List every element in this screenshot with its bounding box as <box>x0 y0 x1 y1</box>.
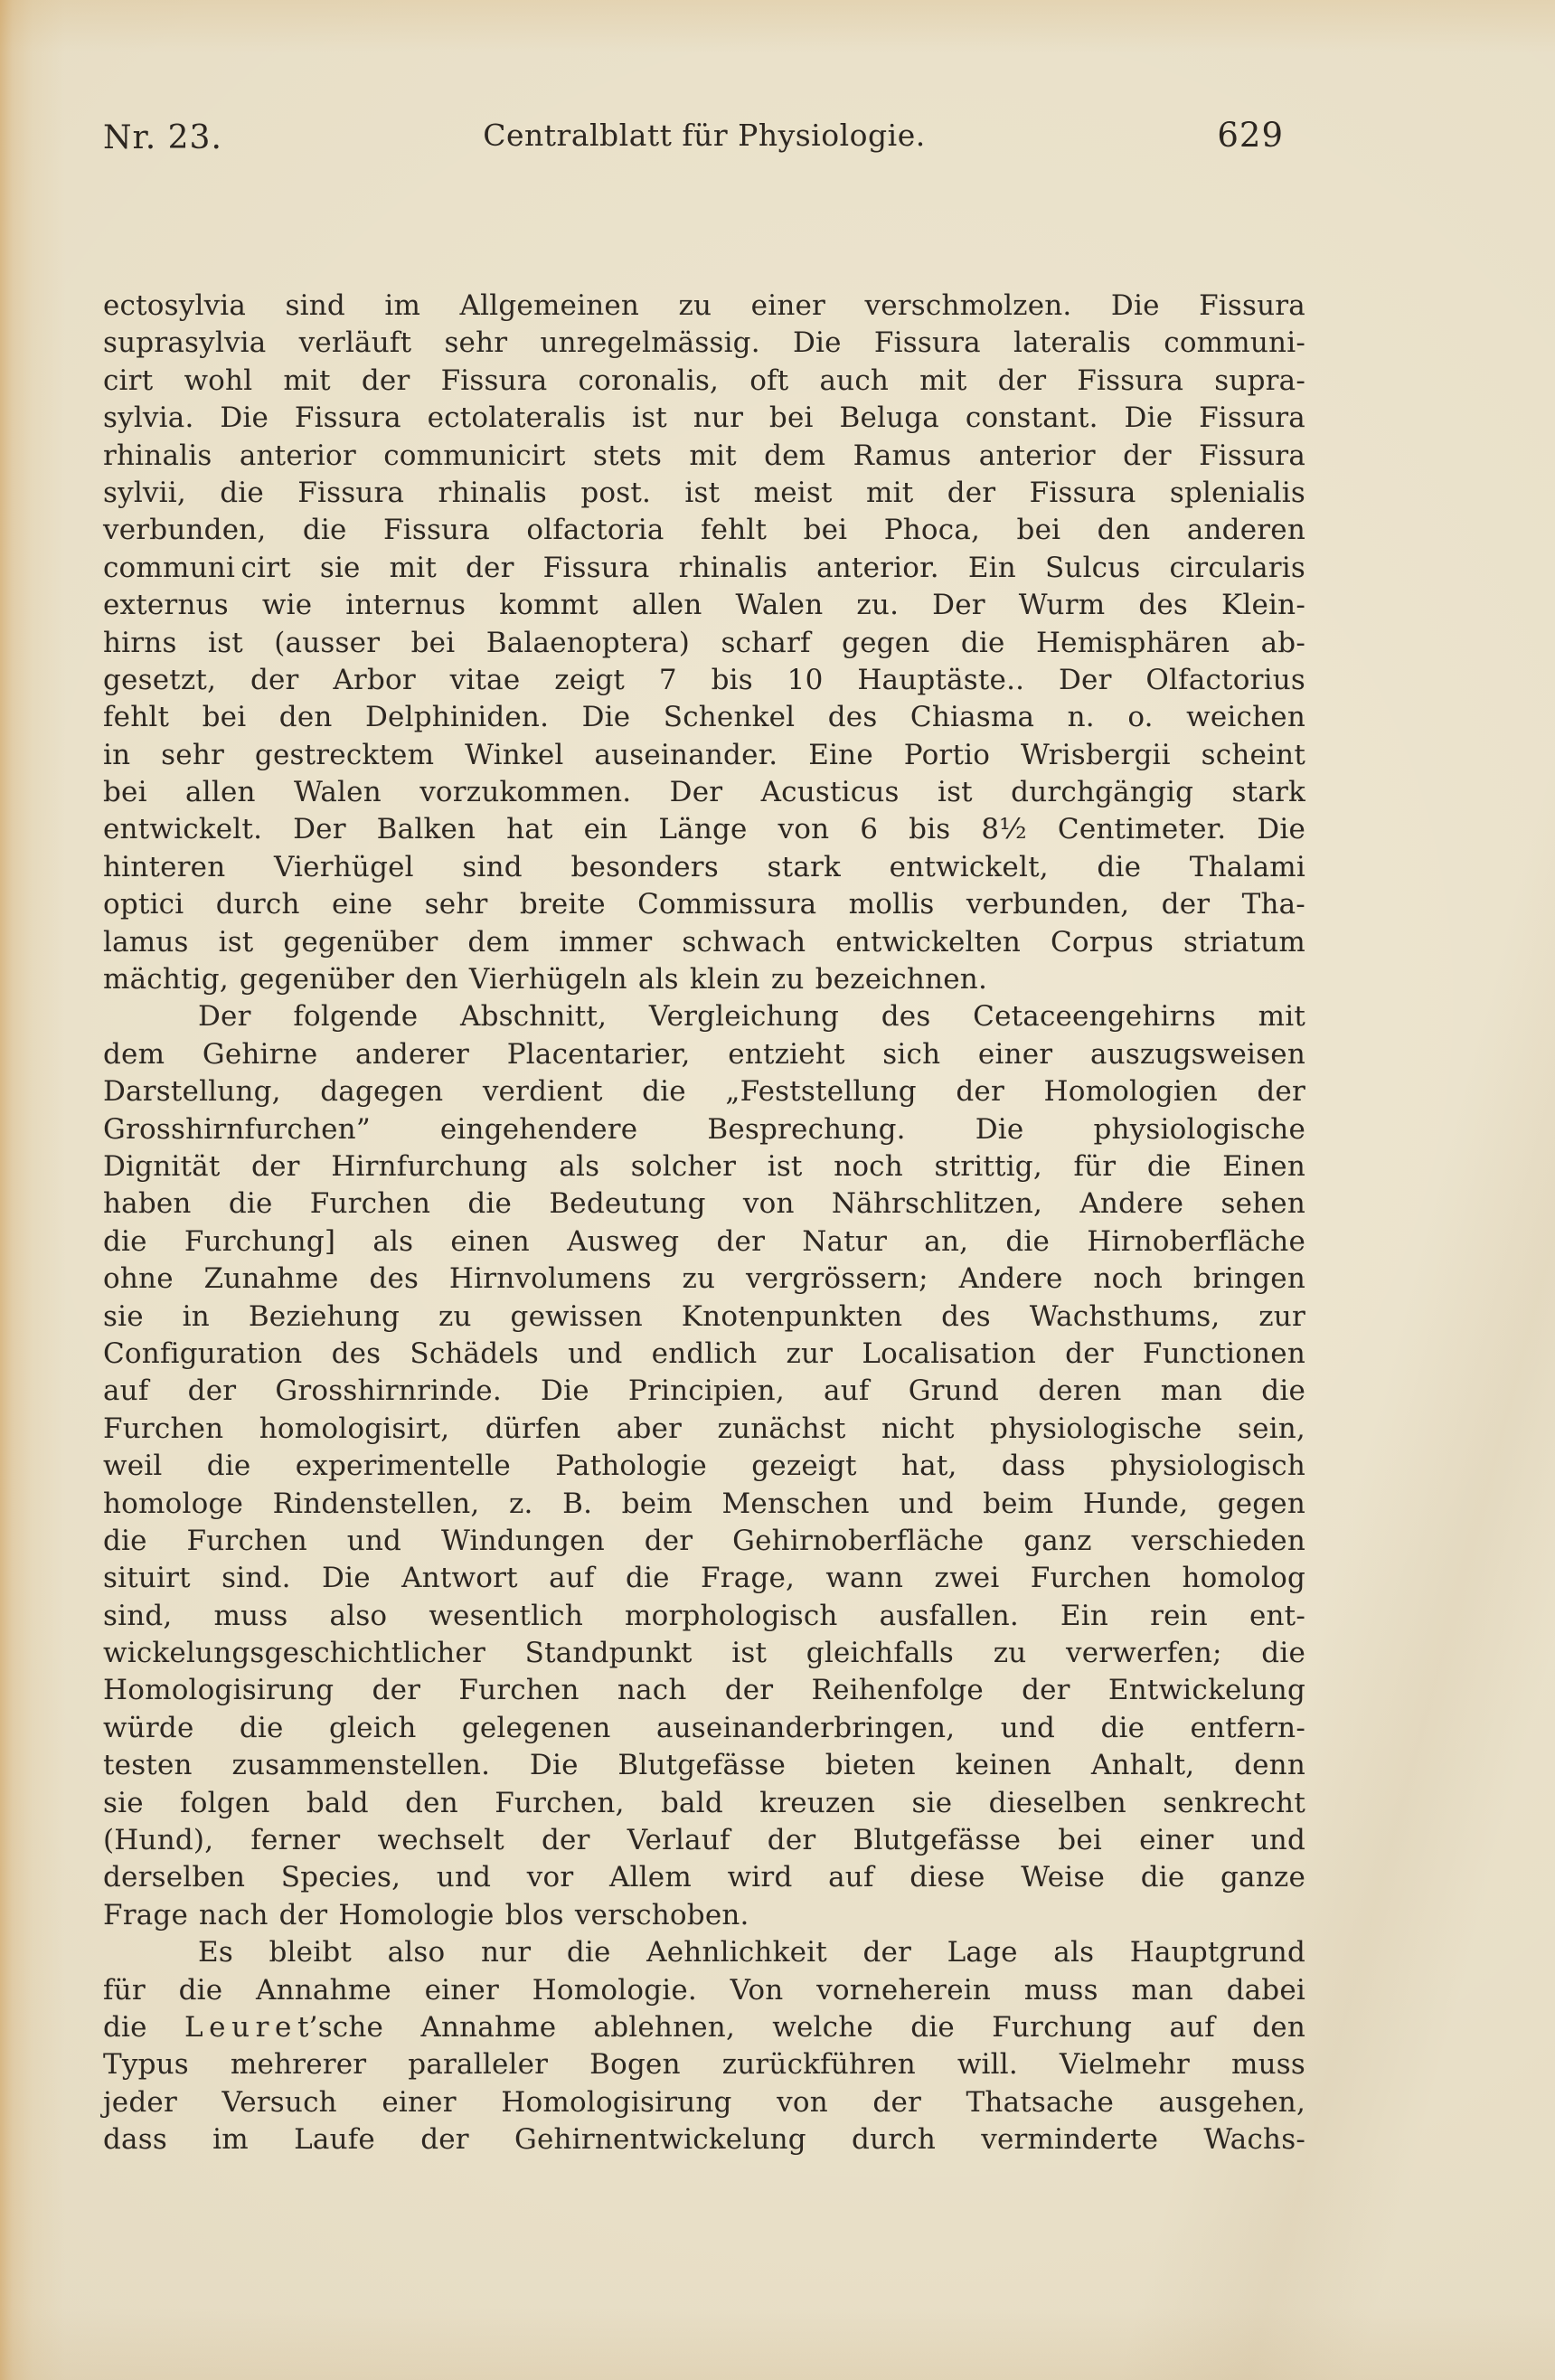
page-number: 629 <box>1217 116 1284 155</box>
text-line: sylvii, die Fissura rhinalis post. ist meist mit der Fissura splenialis <box>103 476 1305 509</box>
text-line: hinteren Vierhügel sind besonders stark entwickelt, die Thalami <box>103 850 1305 883</box>
text-line: rhinalis anterior communicirt stets mit dem Ramus anterior der Fissura <box>103 439 1305 472</box>
issue-number: Nr. 23. <box>103 119 222 156</box>
text-line: Frage nach der Homologie blos verschoben. <box>103 1898 749 1931</box>
text-line: dass im Laufe der Gehirnentwickelung durch verminderte Wachs- <box>103 2123 1305 2157</box>
text-line: Homologisirung der Furchen nach der Reihenfolge der Entwickelung <box>103 1674 1305 1707</box>
text-line: derselben Species, und vor Allem wird auf diese Weise die ganze <box>103 1861 1305 1894</box>
text-line: suprasylvia verläuft sehr unregelmässig. Die Fissura lateralis communi- <box>103 326 1305 360</box>
text-line: bei allen Walen vorzukommen. Der Acusticus ist durchgängig stark <box>103 776 1305 809</box>
text-line: Dignität der Hirnfurchung als solcher ist noch strittig, für die Einen <box>103 1149 1305 1183</box>
text-line: ohne Zunahme des Hirnvolumens zu vergrössern; Andere noch bringen <box>103 1262 1305 1296</box>
text-line: sie folgen bald den Furchen, bald kreuzen sie dieselben senkrecht <box>103 1786 1305 1819</box>
text-line: cirt wohl mit der Fissura coronalis, oft auch mit der Fissura supra- <box>103 364 1305 397</box>
text-line: Configuration des Schädels und endlich zur Localisation der Functionen <box>103 1336 1305 1370</box>
text-line: communi cirt sie mit der Fissura rhinalis anterior. Ein Sulcus circularis <box>103 551 1305 584</box>
text-line: (Hund), ferner wechselt der Verlauf der Blutgefässe bei einer und <box>103 1824 1305 1857</box>
text-line: fehlt bei den Delphiniden. Die Schenkel des Chiasma n. o. weichen <box>103 701 1305 734</box>
text-line: würde die gleich gelegenen auseinanderbringen, und die entfern- <box>103 1711 1305 1744</box>
text-line: Darstellung, dagegen verdient die „Feststellung der Homologien der <box>103 1075 1305 1109</box>
text-line: wickelungsgeschichtlicher Standpunkt ist gleichfalls zu verwerfen; die <box>103 1637 1305 1670</box>
text-line: mächtig, gegenüber den Vierhügeln als klein zu bezeichnen. <box>103 963 988 996</box>
text-line: Typus mehrerer paralleler Bogen zurückführen will. Vielmehr muss <box>103 2048 1305 2082</box>
text-line: externus wie internus kommt allen Walen zu. Der Wurm des Klein- <box>103 589 1305 622</box>
text-line: haben die Furchen die Bedeutung von Nährschlitzen, Andere sehen <box>103 1187 1305 1221</box>
text-line: Der folgende Abschnitt, Vergleichung des Cetaceengehirns mit <box>198 1000 1305 1034</box>
text-line: dem Gehirne anderer Placentarier, entzieht sich einer auszugsweisen <box>103 1037 1305 1071</box>
text-line: weil die experimentelle Pathologie gezeigt hat, dass physiologisch <box>103 1450 1305 1483</box>
text-line: auf der Grosshirnrinde. Die Principien, auf Grund deren man die <box>103 1374 1305 1408</box>
text-line: situirt sind. Die Antwort auf die Frage, wann zwei Furchen homolog <box>103 1562 1305 1595</box>
text-line: testen zusammenstellen. Die Blutgefässe bieten keinen Anhalt, denn <box>103 1749 1305 1782</box>
text-line: die Furchen und Windungen der Gehirnoberfläche ganz verschieden <box>103 1524 1305 1557</box>
text-line: die Furchung] als einen Ausweg der Natur an, die Hirnoberfläche <box>103 1224 1305 1258</box>
text-line: optici durch eine sehr breite Commissura mollis verbunden, der Tha- <box>103 888 1305 921</box>
text-line: Es bleibt also nur die Aehnlichkeit der Lage als Hauptgrund <box>198 1936 1305 1969</box>
text-line: sylvia. Die Fissura ectolateralis ist nur bei Beluga constant. Die Fissura <box>103 401 1305 435</box>
text-line: sind, muss also wesentlich morphologisch ausfallen. Ein rein ent- <box>103 1599 1305 1632</box>
text-line: die L e u r e t’sche Annahme ablehnen, welche die Furchung auf den <box>103 2010 1305 2044</box>
text-line: ectosylvia sind im Allgemeinen zu einer verschmolzen. Die Fissura <box>103 289 1305 322</box>
page-body <box>103 288 1305 2159</box>
text-line: Furchen homologisirt, dürfen aber zunächst nicht physiologische sein, <box>103 1412 1305 1445</box>
text-line: homologe Rindenstellen, z. B. beim Menschen und beim Hunde, gegen <box>103 1487 1305 1520</box>
text-line: entwickelt. Der Balken hat ein Länge von 6 bis 8¹⁄₂ Centimeter. Die <box>103 813 1305 846</box>
journal-title: Centralblatt für Physiologie. <box>483 118 926 153</box>
text-line: lamus ist gegenüber dem immer schwach entwickelten Corpus striatum <box>103 925 1305 959</box>
text-line: Grosshirnfurchen” eingehendere Besprechung. Die physiologische <box>103 1112 1305 1146</box>
page-header <box>103 114 1305 159</box>
text-line: hirns ist (ausser bei Balaenoptera) scharf gegen die Hemisphären ab- <box>103 626 1305 659</box>
text-line: gesetzt, der Arbor vitae zeigt 7 bis 10 Hauptäste.. Der Olfactorius <box>103 663 1305 696</box>
text-line: sie in Beziehung zu gewissen Knotenpunkten des Wachsthums, zur <box>103 1299 1305 1333</box>
text-line: jeder Versuch einer Homologisirung von der Thatsache ausgehen, <box>103 2085 1305 2119</box>
text-line: in sehr gestrecktem Winkel auseinander. Eine Portio Wrisbergii scheint <box>103 738 1305 771</box>
text-line: für die Annahme einer Homologie. Von vorneherein muss man dabei <box>103 1973 1305 2007</box>
text-line: verbunden, die Fissura olfactoria fehlt bei Phoca, bei den anderen <box>103 514 1305 547</box>
